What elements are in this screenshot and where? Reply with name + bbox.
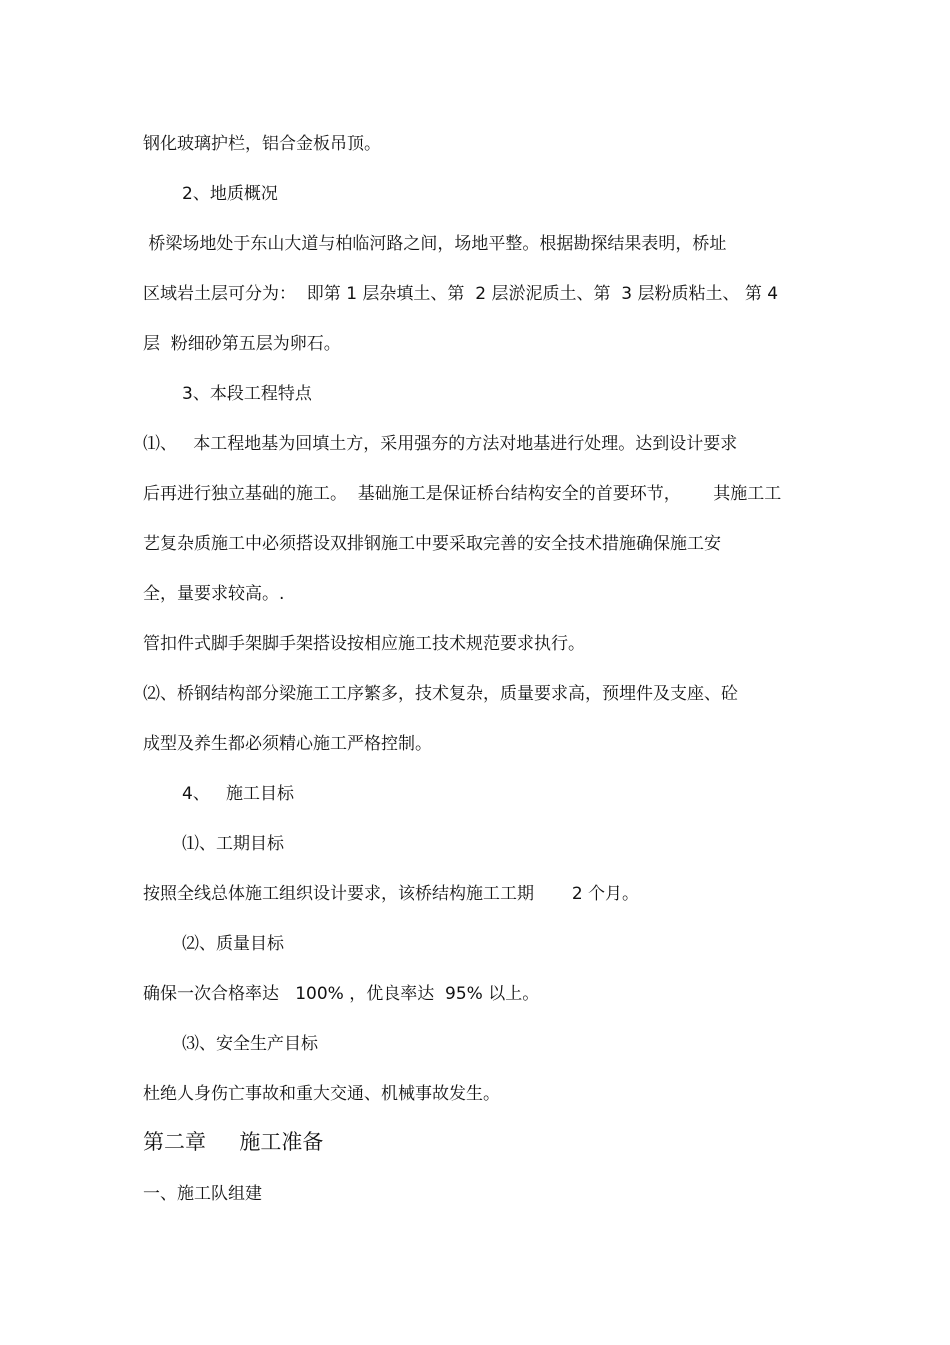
text-line-18: 确保一次合格率达 100% ，优良率达 95% 以上。 [143, 984, 540, 1004]
text-line-12: ⑵、桥钢结构部分梁施工工序繁多，技术复杂，质量要求高，预埋件及支座、砼 [143, 684, 738, 704]
text-line-13: 成型及养生都必须精心施工严格控制。 [143, 734, 432, 754]
text-line-11: 管扣件式脚手架脚手架搭设按相应施工技术规范要求执行。 [143, 634, 585, 654]
text-line-9: 艺复杂质施工中必须搭设双排钢施工中要采取完善的安全技术措施确保施工安 [143, 534, 721, 554]
goal-heading-schedule: ⑴、工期目标 [182, 834, 284, 854]
chapter-heading: 第二章 施工准备 [143, 1130, 324, 1154]
text-line-4: 区域岩土层可分为： 即第 1 层杂填土、第 2 层淤泥质土、第 3 层粉质粘土、 第 4 [143, 284, 779, 304]
goal-heading-safety: ⑶、安全生产目标 [182, 1034, 318, 1054]
subsection-heading-geology: 2、地质概况 [182, 184, 278, 204]
text-line-3: 桥梁场地处于东山大道与柏临河路之间，场地平整。根据勘探结果表明，桥址 [143, 234, 727, 254]
section-heading: 一、施工队组建 [143, 1184, 262, 1204]
text-line-8: 后再进行独立基础的施工。 基础施工是保证桥台结构安全的首要环节， 其施工工 [143, 484, 782, 504]
text-line-1: 钢化玻璃护栏，铝合金板吊顶。 [143, 134, 381, 154]
text-line-7: ⑴、 本工程地基为回填土方，采用强夯的方法对地基进行处理。达到设计要求 [143, 434, 738, 454]
subsection-heading-goals: 4、 施工目标 [182, 784, 295, 804]
text-line-20: 杜绝人身伤亡事故和重大交通、机械事故发生。 [143, 1084, 500, 1104]
subsection-heading-features: 3、本段工程特点 [182, 384, 312, 404]
text-line-5: 层 粉细砂第五层为卵石。 [143, 334, 341, 354]
text-line-10: 全，量要求较高。. [143, 584, 285, 604]
text-line-16: 按照全线总体施工组织设计要求，该桥结构施工工期 2 个月。 [143, 884, 640, 904]
goal-heading-quality: ⑵、质量目标 [182, 934, 284, 954]
